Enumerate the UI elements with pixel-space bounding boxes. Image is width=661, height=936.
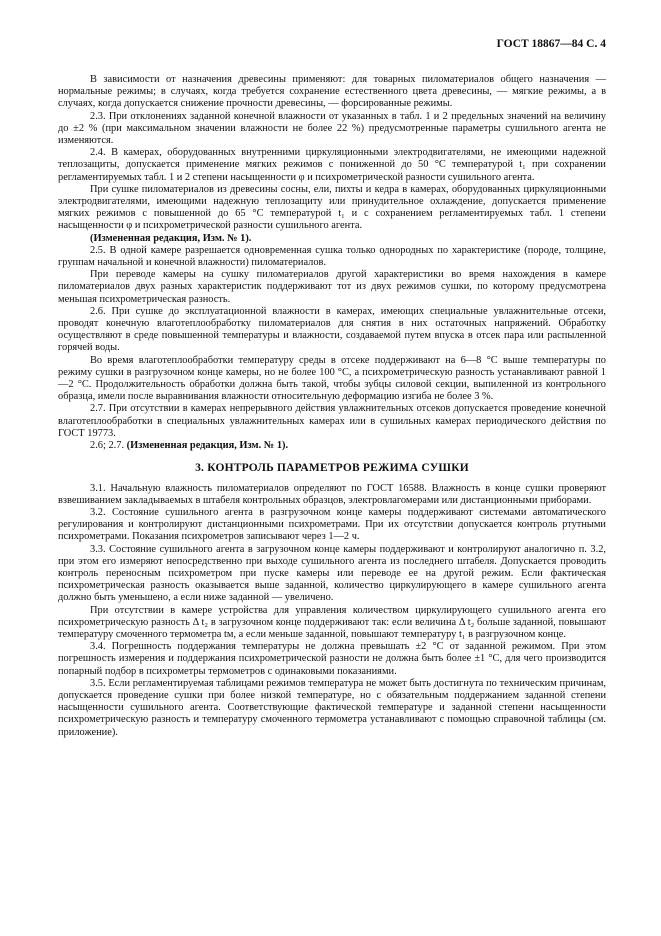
paragraph: 3.2. Состояние сушильного агента в разгрузочном конце камеры поддерживают системами автоматического регулирования и контролируют дистанционными психрометрами. При их отсутствии допускается контроль ртутными психрометрами. Показания психрометров записывают через 1—2 ч. [58,506,606,543]
paragraph: 2.6. При сушке до эксплуатационной влажности в камерах, имеющих специальные увлажнительные отсеки, проводят конечную влаготеплообработку пиломатериалов для снятия в них остаточных напряжений. Обработку осуществляют в среде повышенной температуры и влажности, создаваемой путем впуска в отсек пара или распыленной горячей воды. [58,305,606,354]
section-title: 3. КОНТРОЛЬ ПАРАМЕТРОВ РЕЖИМА СУШКИ [195,462,469,475]
paragraph: Во время влаготеплообработки температуру среды в отсеке поддерживают на 6—8 °С выше температуры по режиму сушки в разгрузочном конце камеры, но не более 100 °С, а психрометрическую разность устанавливают равной 1—2 °С. Продолжительность обработки должна быть такой, чтобы зубцы силовой секции, выпиленной из контрольного образца, имели после выравнивания влажности относительную деформацию изгиба не более 3 %. [58,354,606,403]
amendment-note [58,233,606,245]
paragraph: В зависимости от назначения древесины применяют: для товарных пиломатериалов общего назначения — нормальные режимы; в случаях, когда требуется сохранение естественного цвета древесины, — мягкие режимы, а в случаях, когда допускается снижение прочности древесины, — форсированные режимы. [58,74,606,110]
paragraph: 3.4. Погрешность поддержания температуры не должна превышать ±2 °С от заданной режимом. При этом погрешность измерения и поддержания психрометрической разности не должна быть более ±1 °С, для чего производится попарный подбор в психрометры термометров с одинаковыми показаниями. [58,641,606,677]
amendment-note [58,440,606,452]
paragraph: 3.1. Начальную влажность пиломатериалов определяют по ГОСТ 16588. Влажность в конце сушки проверяют взвешиванием закладываемых в штабеля контрольных образцов, электровлагомерами или дистанционными приборами. [58,482,606,506]
paragraph: 3.3. Состояние сушильного агента в загрузочном конце камеры поддерживают и контролируют аналогично п. 3.2, при этом его измеряют непосредственно при выходе сушильного агента из последнего штабеля. Допускается проводить контроль переносным психрометром при пуске камеры или переводе ее на другой режим. Если фактическая психрометрическая разность оказывается выше заданной, количество циркулирующего в камере сушильного агента должно быть уменьшено, а если ниже заданной — увеличено. [58,543,606,604]
paragraph: При отсутствии в камере устройства для управления количеством циркулирующего сушильного агента его психрометрическую разность Δ t₂ в загрузочном конце поддерживают так: если величина Δ t₂ больше заданной, повышают температуру смоченного термометра tм, а если меньше заданной, повышают температуру t₁ в разгрузочном конце. [58,604,606,640]
paragraph: 2.3. При отклонениях заданной конечной влажности от указанных в табл. 1 и 2 предельных значений на величину до ±2 % (при максимальном значении влажности не более 22 %) предусмотренные параметры сушильного агента не изменяются. [58,110,606,147]
document-page [58,38,606,739]
page-header: ГОСТ 18867—84 С. 4 [496,38,606,50]
paragraph: При сушке пиломатериалов из древесины сосны, ели, пихты и кедра в камерах, оборудованных циркуляционными электродвигателями, имеющими надежную теплозащиту или принудительное охлаждение, допускается применение мягких режимов с повышенной до 65 °С температурой t₁ и с сохранением регламентируемых табл. 1 степени насыщенности φ и психрометрической разности сушильного агента. [58,183,606,232]
amendment-prefix: 2.6; 2.7. [90,440,125,452]
paragraph: При переводе камеры на сушку пиломатериалов другой характеристики во время нахождения в камере пиломатериалов двух разных характеристик поддерживают тот из двух режимов сушки, по которому предусмотрена меньшая психрометрическая разность. [58,269,606,305]
amendment-label: (Измененная редакция, Изм. № 1). [126,440,289,452]
amendment-label: (Измененная редакция, Изм. № 1). [90,232,252,244]
paragraph: 3.5. Если регламентируемая таблицами режимов температура не может быть достигнута по техническим причинам, допускается проведение сушки при более низкой температуре, но с обязательным поддержанием заданной степени насыщенности сушильного агента. Соответствующие фактической температуре и заданной степени насыщенности психрометрическую разность и температуру смоченного термометра устанавливают с помощью справочной таблицы (см. приложение). [58,677,606,738]
paragraph: 2.7. При отсутствии в камерах непрерывного действия увлажнительных отсеков допускается проведение конечной влаготеплообработки в специальных увлажнительных камерах или в сушильных камерах периодического действия по ГОСТ 19773. [58,403,606,439]
paragraph: 2.5. В одной камере разрешается одновременная сушка только однородных по характеристике (породе, толщине, группам начальной и конечной влажности) пиломатериалов. [58,244,606,269]
paragraph: 2.4. В камерах, оборудованных внутренними циркуляционными электродвигателями, не имеющими надежной теплозащиты, допускается применение мягких режимов с пониженной до 50 °С температурой t₁ при сохранении регламентируемых табл. 1 и 2 степени насыщенности φ и психрометрической разности сушильного агента. [58,147,606,183]
